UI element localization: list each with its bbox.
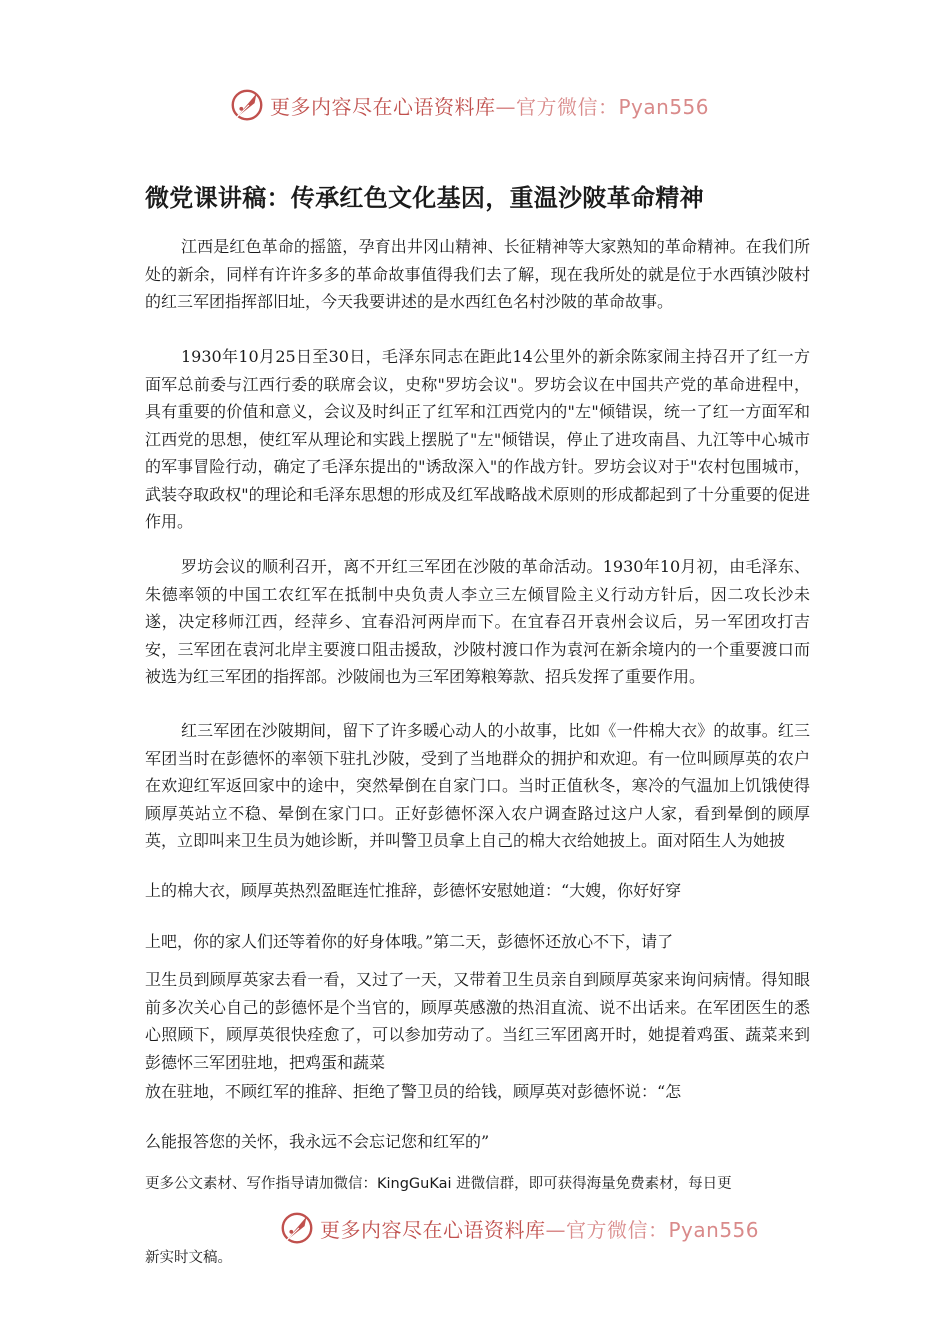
text-line: 上的棉大衣，顾厚英热烈盈眶连忙推辞，彭德怀安慰她道：“大嫂，你好好穿: [145, 881, 682, 900]
header-banner: [0, 83, 950, 127]
quill-logo-icon: [278, 1209, 316, 1247]
text-line: 上吧，你的家人们还等着你的好身体哦。”第二天，彭德怀还放心不下，请了: [145, 932, 674, 951]
footer-banner: [0, 1206, 950, 1250]
banner-separator: —: [495, 94, 516, 119]
footer-note: 更多公文素材、写作指导请加微信：KingGuKai 进微信群，即可获得海量免费素材，每日更: [145, 1176, 732, 1192]
banner-separator: —: [545, 1217, 566, 1242]
banner-brand: 更多内容尽在心语资料库: [320, 1217, 546, 1242]
quill-logo-icon: [228, 86, 266, 124]
footer-note-end: 新实时文稿。: [145, 1250, 232, 1266]
paragraph-3: 罗坊会议的顺利召开，离不开红三军团在沙陂的革命活动。1930年10月初，由毛泽东、朱德率领的中国工农红军在抵制中央负责人李立三左倾冒险主义行动方针后，因二攻长沙未遂，决定移师江西，经萍乡、宜春沿河两岸而下。在宜春召开袁州会议后，另一军团攻打吉安，三军团在袁河北岸主要渡口阻击援敌，沙陂村渡口作为袁河在新余境内的一个重要渡口而被选为红三军团的指挥部。沙陂闹也为三军团筹粮筹款、招兵发挥了重要作用。: [145, 557, 810, 686]
paragraph-4-continued: 卫生员到顾厚英家去看一看，又过了一天，又带着卫生员亲自到顾厚英家来询问病情。得知眼前多次关心自己的彭德怀是个当官的，顾厚英感激的热泪直流、说不出话来。在军团医生的悉心照顾下，顾厚英很快痊愈了，可以参加劳动了。当红三军团离开时，她提着鸡蛋、蔬菜来到彭德怀三军团驻地，把鸡蛋和蔬菜: [145, 970, 810, 1072]
banner-wechat: 官方微信：Pyan556: [566, 1217, 760, 1242]
paragraph-4: 红三军团在沙陂期间，留下了许多暖心动人的小故事，比如《一件棉大衣》的故事。红三军团当时在彭德怀的率领下驻扎沙陂，受到了当地群众的拥护和欢迎。有一位叫顾厚英的农户在欢迎红军返回家中的途中，突然晕倒在自家门口。当时正值秋冬，寒冷的气温加上饥饿使得顾厚英站立不稳、晕倒在家门口。正好彭德怀深入农户调查路过这户人家，看到晕倒的顾厚英，立即叫来卫生员为她诊断，并叫警卫员拿上自己的棉大衣给她披上。面对陌生人为她披: [145, 721, 810, 850]
banner-text: [320, 1214, 759, 1243]
text-line: 放在驻地，不顾红军的推辞、拒绝了警卫员的给钱，顾厚英对彭德怀说：“怎: [145, 1082, 682, 1101]
paragraph-1: 江西是红色革命的摇篮，孕育出井冈山精神、长征精神等大家熟知的革命精神。在我们所处的新余，同样有许许多多的革命故事值得我们去了解，现在我所处的就是位于水西镇沙陂村的红三军团指挥部旧址，今天我要讲述的是水西红色名村沙陂的革命故事。: [145, 237, 810, 311]
banner-brand: 更多内容尽在心语资料库: [270, 94, 496, 119]
banner-text: [270, 91, 709, 120]
text-line: 么能报答您的关怀，我永远不会忘记您和红军的”: [145, 1132, 490, 1151]
page-title: 微党课讲稿：传承红色文化基因，重温沙陂革命精神: [145, 184, 704, 212]
paragraph-2: 1930年10月25日至30日，毛泽东同志在距此14公里外的新余陈家闹主持召开了红一方面军总前委与江西行委的联席会议，史称"罗坊会议"。罗坊会议在中国共产党的革命进程中，具有重要的价值和意义，会议及时纠正了红军和江西党内的"左"倾错误，统一了红一方面军和江西党的思想，使红军从理论和实践上摆脱了"左"倾错误，停止了进攻南昌、九江等中心城市的军事冒险行动，确定了毛泽东提出的"诱敌深入"的作战方针。罗坊会议对于"农村包围城市，武装夺取政权"的理论和毛泽东思想的形成及红军战略战术原则的形成都起到了十分重要的促进作用。: [145, 347, 810, 531]
banner-wechat: 官方微信：Pyan556: [516, 94, 710, 119]
